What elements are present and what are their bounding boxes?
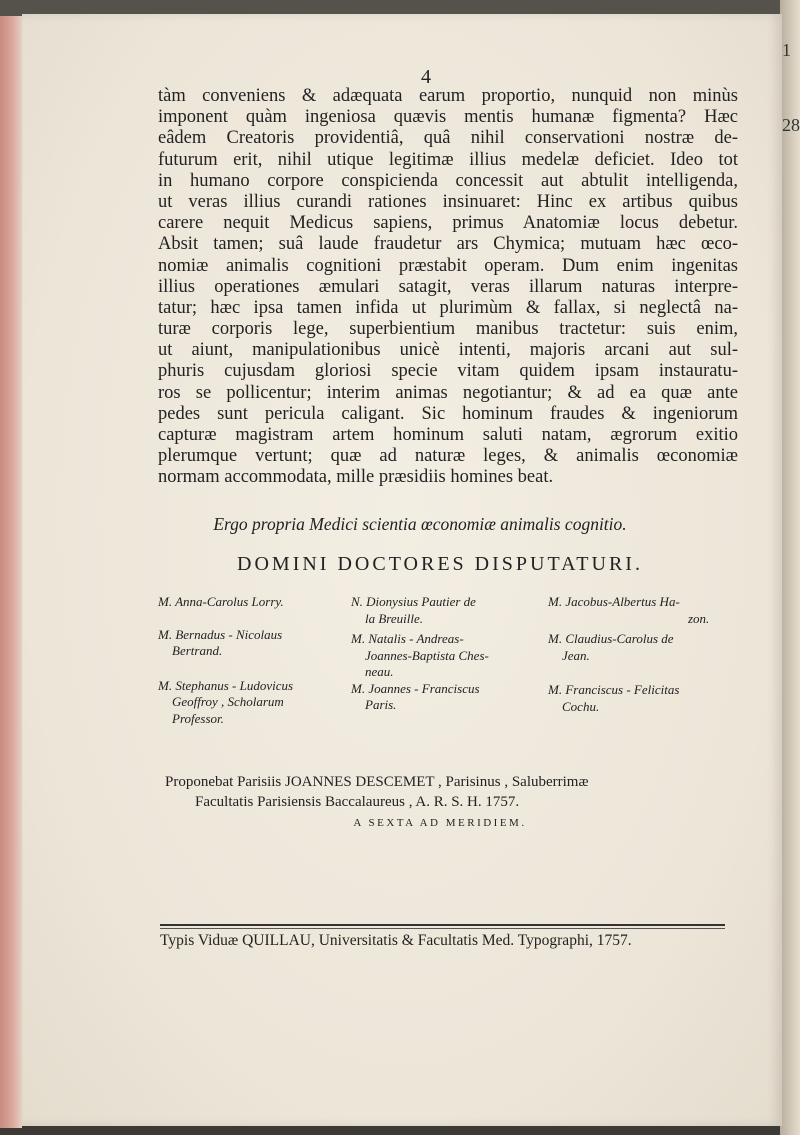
body-line: in humano corpore conspicienda concessit aut abtulit intelligenda, bbox=[158, 170, 738, 191]
divider-rule bbox=[160, 928, 725, 929]
doctor-name: neau. bbox=[365, 664, 394, 679]
body-line: futurum erit, nihil utique legitimæ illius medelæ deficiet. Ideo tot bbox=[158, 149, 738, 170]
doctor-name: Joannes-Baptista Ches- bbox=[365, 647, 489, 663]
doctor-name: Cochu. bbox=[562, 698, 600, 714]
doctor-name: M. Natalis - Andreas- bbox=[351, 631, 464, 646]
body-line: imponent quàm ingeniosa quævis mentis humanæ figmenta? Hæc bbox=[158, 107, 738, 128]
doctor-name: M. Stephanus - Ludovicus bbox=[158, 677, 294, 693]
body-line: pedes sunt pericula caligant. Sic hominum fraudes & ingeniorum bbox=[158, 403, 738, 424]
page-number: 4 bbox=[421, 66, 431, 88]
body-line: nomiæ animalis cognitioni præstabit operam. Dum enim ingenitas bbox=[158, 255, 738, 276]
doctor-name: M. Jacobus-Albertus Ha- bbox=[548, 594, 680, 609]
page-stack-left-edge bbox=[0, 16, 22, 1128]
doctors-column bbox=[158, 594, 336, 727]
body-line: ros se pollicentur; interim animas negotiantur; & ad ea quæ ante bbox=[158, 382, 738, 403]
doctor-name: la Breuille. bbox=[365, 610, 424, 626]
body-line: normam accommodata, mille præsidiis homines beat. bbox=[158, 467, 554, 488]
body-line: capturæ magistram artem hominum saluti natam, ægrorum exitio bbox=[158, 425, 738, 445]
doctor-name: M. Joannes - Franciscus bbox=[351, 680, 480, 696]
thesis-statement: Ergo propria Medici scientia œconomiæ animalis cognitio. bbox=[213, 514, 627, 534]
body-line: eâdem Creatoris providentiâ, quâ nihil conservationi nostræ de- bbox=[158, 128, 738, 149]
body-line: ut aiunt, manipulationibus unicè intenti, majoris arcani aut sul- bbox=[158, 340, 738, 361]
body-line: plerumque vertunt; quæ ad naturæ leges, & animalis œconomiæ bbox=[158, 446, 738, 467]
body-paragraph bbox=[158, 86, 738, 489]
doctor-name: M. Bernadus - Nicolaus bbox=[158, 626, 283, 642]
body-line: carere nequit Medicus sapiens, primus Anatomiæ locus debetur. bbox=[158, 213, 738, 234]
facing-page-glyph: 1 bbox=[782, 40, 791, 60]
doctor-name: Jean. bbox=[562, 647, 590, 663]
doctors-heading: DOMINI DOCTORES DISPUTATURI. bbox=[237, 553, 643, 575]
facing-page-edge bbox=[780, 0, 800, 1135]
doctor-name: M. Franciscus - Felicitas bbox=[548, 682, 680, 697]
doctor-name: Bertrand. bbox=[172, 643, 223, 658]
doctor-name: M. Anna-Carolus Lorry. bbox=[158, 594, 284, 609]
body-line: phuris cujusdam gloriosi specie vitam quidem ipsam instauratu- bbox=[158, 361, 738, 382]
body-line: tàm conveniens & adæquata earum proportio, nunquid non minùs bbox=[158, 86, 738, 106]
body-line: tatur; hæc ipsa tamen infida ut plurimùm & fallax, si neglectâ na- bbox=[158, 297, 738, 318]
divider-rule bbox=[160, 924, 725, 926]
doctor-name: M. Claudius-Carolus de bbox=[548, 631, 674, 646]
facing-page-glyph: 28 bbox=[782, 115, 800, 135]
doctor-name: Geoffroy , Scholarum bbox=[172, 694, 284, 709]
doctor-name: Professor. bbox=[172, 710, 224, 726]
body-line: ut veras illius curandi rationes insinuaret: Hinc ex artibus quibus bbox=[158, 191, 738, 212]
proponebat-line: Proponebat Parisiis JOANNES DESCEMET , Parisinus , Saluberrimæ bbox=[165, 774, 589, 790]
body-line: Absit tamen; suâ laude fraudetur ars Chymica; mutuam hæc œco- bbox=[158, 234, 738, 255]
doctor-name: zon. bbox=[688, 610, 710, 626]
printer-colophon: Typis Viduæ QUILLAU, Universitatis & Facultatis Med. Typographi, 1757. bbox=[160, 932, 632, 949]
doctors-column bbox=[548, 594, 738, 715]
doctor-name: N. Dionysius Pautier de bbox=[351, 594, 476, 609]
proponebat-line: Facultatis Parisiensis Baccalaureus , A. R. S. H. 1757. bbox=[195, 794, 520, 810]
body-line: turæ corporis lege, superbientium manibus tractetur: suis enim, bbox=[158, 319, 738, 340]
proponebat-statement bbox=[165, 772, 738, 812]
doctors-column bbox=[351, 594, 533, 714]
doctor-name: Paris. bbox=[365, 697, 397, 712]
body-line: illius operationes æmulari satagit, veras illarum naturas interpre- bbox=[158, 276, 738, 297]
disputation-time: A SEXTA AD MERIDIEM. bbox=[353, 817, 527, 829]
